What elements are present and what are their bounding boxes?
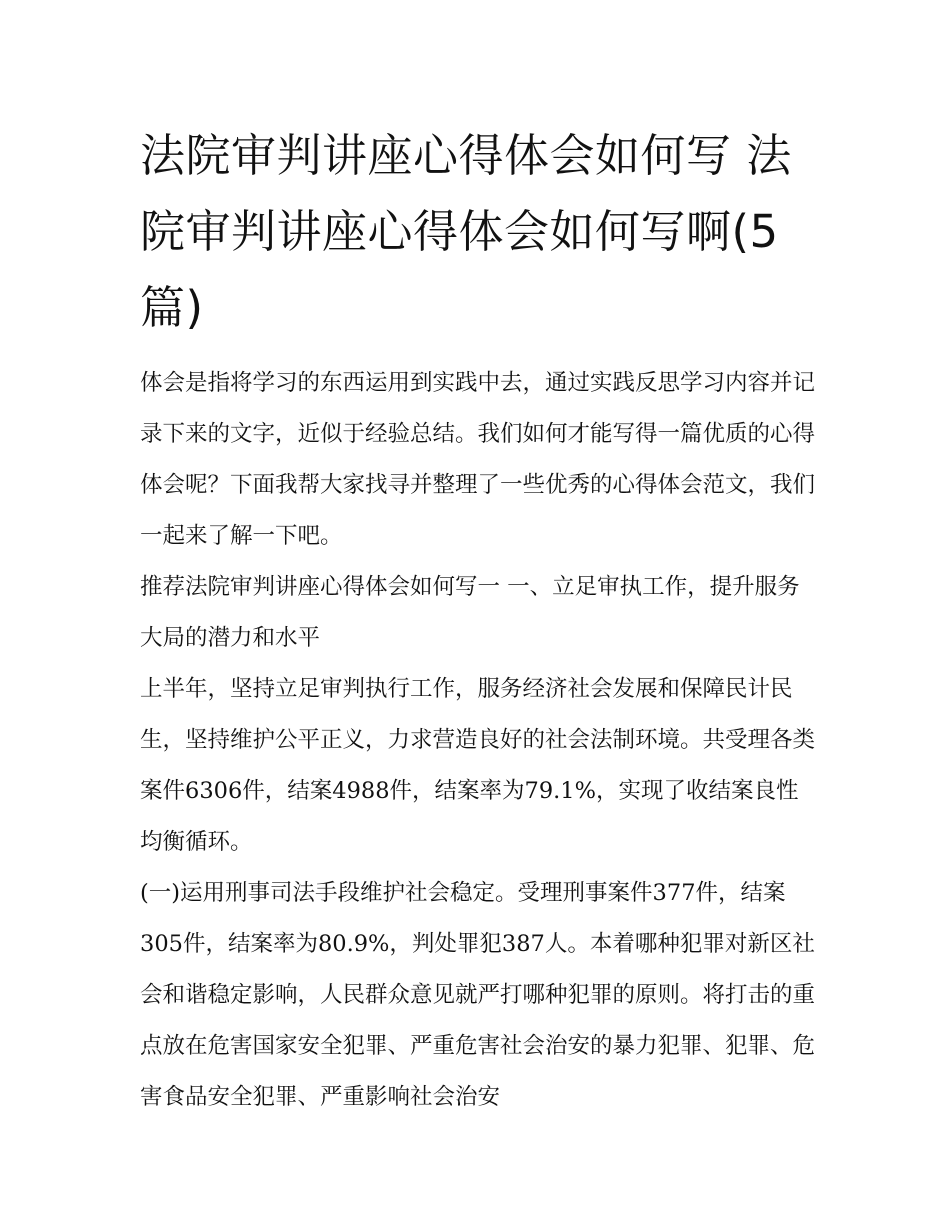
summary-paragraph: 上半年，坚持立足审判执行工作，服务经济社会发展和保障民计民生，坚持维护公平正义，力求营造良好的社会法制环境。共受理各类案件6306件，结案4988件，结案率为79.1%，实现了收结案良性均衡循环。 [140, 676, 816, 855]
intro-paragraph: 体会是指将学习的东西运用到实践中去，通过实践反思学习内容并记录下来的文字，近似于经验总结。我们如何才能写得一篇优质的心得体会呢？下面我帮大家找寻并整理了一些优秀的心得体会范文，我们一起来了解一下吧。 [140, 370, 816, 549]
section-heading-paragraph: 推荐法院审判讲座心得体会如何写一 一、立足审执工作，提升服务大局的潜力和水平 [140, 574, 800, 651]
document-content [140, 118, 816, 1123]
document-title: 法院审判讲座心得体会如何写 法院审判讲座心得体会如何写啊(5篇) [140, 129, 792, 334]
criminal-cases-paragraph: (一)运用刑事司法手段维护社会稳定。受理刑事案件377件，结案305件，结案率为80.9%，判处罪犯387人。本着哪种犯罪对新区社会和谐稳定影响，人民群众意见就严打哪种犯罪的原则。将打击的重点放在危害国家安全犯罪、严重危害社会治安的暴力犯罪、犯罪、危害食品安全犯罪、严重影响社会治安 [140, 880, 816, 1110]
